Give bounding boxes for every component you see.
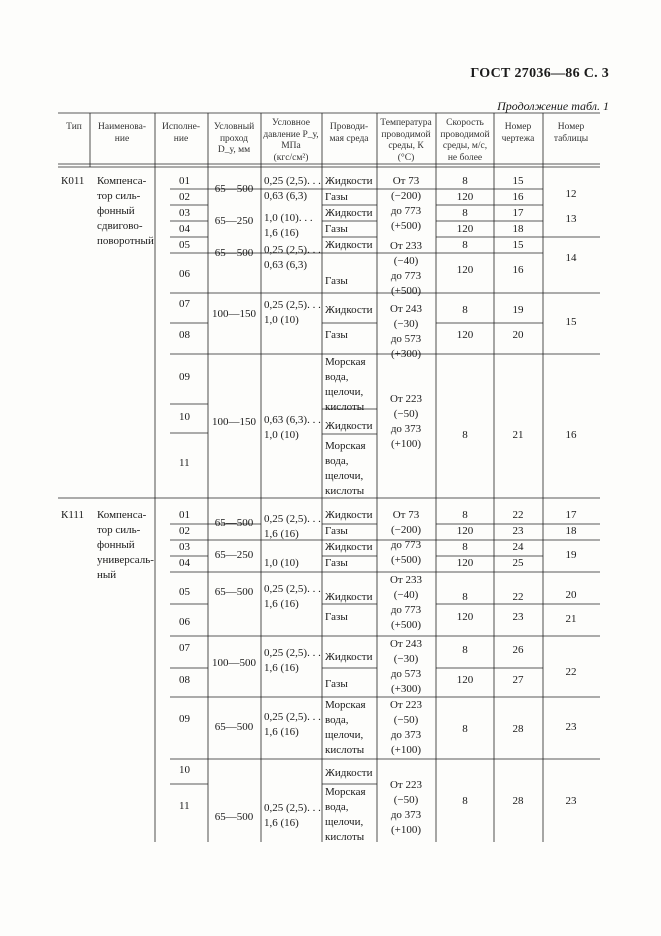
speed-cell: 120: [456, 329, 474, 341]
table-number-cell: 12: [565, 188, 577, 200]
execution-cell: 05: [179, 239, 190, 251]
table-number-cell: 13: [565, 213, 577, 225]
temperature-cell: От 73 (−200) до 773 (+500): [390, 509, 422, 566]
temperature-cell: От 223 (−50) до 373 (+100): [389, 393, 423, 450]
medium-cell: Жидкости: [325, 207, 373, 219]
execution-cell: 07: [179, 642, 190, 654]
medium-cell: Газы: [325, 275, 348, 287]
execution-cell: 08: [179, 329, 190, 341]
execution-cell: 03: [179, 541, 190, 553]
diameter-cell: 65—500: [214, 247, 254, 259]
execution-cell: 04: [179, 223, 190, 235]
drawing-cell: 28: [512, 723, 524, 735]
drawing-cell: 28: [512, 795, 524, 807]
medium-cell: Жидкости: [325, 509, 373, 521]
table-number-cell: 21: [565, 613, 577, 625]
medium-cell: Газы: [325, 525, 348, 537]
table-number-cell: 19: [565, 549, 577, 561]
drawing-cell: 25: [512, 557, 524, 569]
medium-cell: Газы: [325, 223, 348, 235]
medium-cell: Газы: [325, 329, 348, 341]
medium-cell: Жидкости: [325, 767, 373, 779]
execution-cell: 02: [179, 525, 190, 537]
table-number-cell: 23: [565, 721, 577, 733]
execution-cell: 07: [179, 298, 190, 310]
pressure-cell: 0,25 (2,5). . . 1,6 (16): [264, 802, 321, 829]
execution-cell: 06: [179, 268, 190, 280]
type-code: К011: [61, 175, 85, 187]
execution-cell: 09: [179, 713, 190, 725]
drawing-cell: 24: [512, 541, 524, 553]
execution-cell: 10: [179, 764, 190, 776]
diameter-cell: 100—150: [212, 308, 256, 320]
drawing-cell: 20: [512, 329, 524, 341]
diameter-cell: 65—500: [214, 811, 254, 823]
header-diameter: Условный проход D_у, мм: [213, 122, 255, 155]
execution-cell: 09: [179, 371, 190, 383]
pressure-cell: 0,25 (2,5). . . 1,6 (16): [264, 513, 321, 540]
header-medium: Проводи- мая среда: [329, 122, 369, 144]
speed-cell: 8: [462, 541, 468, 553]
header-speed: Скорость проводимой среды, м/с, не более: [440, 118, 490, 163]
temperature-cell: От 233 (−40) до 773 (+500): [389, 240, 423, 297]
medium-cell: Морская вода, щелочи, кислоты: [325, 699, 366, 756]
table-number-cell: 17: [565, 509, 577, 521]
execution-cell: 01: [179, 175, 190, 187]
pressure-cell: 0,63 (6,3). . . 1,0 (10): [264, 414, 321, 441]
speed-cell: 8: [462, 644, 468, 656]
pressure-cell: 0,25 (2,5). . . 1,6 (16): [264, 711, 321, 738]
temperature-cell: От 73 (−200) до 773 (+500): [390, 175, 422, 232]
diameter-cell: 65—500: [214, 517, 254, 529]
diameter-cell: 65—500: [214, 586, 254, 598]
header-temperature: Температура проводимой среды, К (°С): [380, 118, 432, 163]
drawing-cell: 15: [512, 239, 524, 251]
table-number-cell: 18: [565, 525, 577, 537]
pressure-cell: 0,25 (2,5). . . 1,6 (16): [264, 647, 321, 674]
drawing-cell: 15: [512, 175, 524, 187]
standard-header: ГОСТ 27036—86 С. 3: [470, 66, 609, 81]
medium-cell: Морская вода, щелочи, кислоты: [325, 786, 366, 843]
header-name: Наименова- ние: [98, 122, 146, 144]
medium-cell: Жидкости: [325, 239, 373, 251]
temperature-cell: От 243 (−30) до 573 (+300): [389, 638, 423, 695]
speed-cell: 8: [462, 509, 468, 521]
speed-cell: 120: [456, 264, 474, 276]
medium-cell: Жидкости: [325, 420, 373, 432]
drawing-cell: 27: [512, 674, 524, 686]
type-code: К111: [61, 509, 85, 521]
drawing-cell: 22: [512, 509, 524, 521]
speed-cell: 8: [462, 429, 468, 441]
drawing-cell: 18: [512, 223, 524, 235]
execution-cell: 08: [179, 674, 190, 686]
execution-cell: 03: [179, 207, 190, 219]
pressure-cell: 0,25 (2,5). . . 0,63 (6,3): [264, 175, 321, 202]
medium-cell: Газы: [325, 611, 348, 623]
item-name: Компенса- тор силь- фонный сдвигово- поворотный: [97, 175, 154, 247]
medium-cell: Жидкости: [325, 651, 373, 663]
execution-cell: 02: [179, 191, 190, 203]
execution-cell: 06: [179, 616, 190, 628]
speed-cell: 8: [462, 304, 468, 316]
temperature-cell: От 223 (−50) до 373 (+100): [389, 699, 423, 756]
speed-cell: 8: [462, 723, 468, 735]
medium-cell: Жидкости: [325, 304, 373, 316]
item-name: Компенса- тор силь- фонный универсаль- ный: [97, 509, 154, 581]
diameter-cell: 100—150: [212, 416, 256, 428]
medium-cell: Морская вода, щелочи, кислоты: [325, 356, 366, 413]
drawing-cell: 23: [512, 611, 524, 623]
header-table-no: Номер таблицы: [553, 122, 589, 144]
medium-cell: Жидкости: [325, 175, 373, 187]
table-continuation-label: Продолжение табл. 1: [497, 99, 609, 113]
drawing-cell: 19: [512, 304, 524, 316]
medium-cell: Газы: [325, 557, 348, 569]
execution-cell: 11: [179, 457, 190, 469]
table-number-cell: 16: [565, 429, 577, 441]
header-pressure: Условное давление P_у, МПа (кгс/см²): [263, 118, 319, 163]
drawing-cell: 17: [512, 207, 524, 219]
execution-cell: 11: [179, 800, 190, 812]
execution-cell: 01: [179, 509, 190, 521]
temperature-cell: От 243 (−30) до 573 (+300): [389, 303, 423, 360]
speed-cell: 8: [462, 795, 468, 807]
diameter-cell: 65—500: [214, 183, 254, 195]
pressure-cell: 0,25 (2,5). . . 1,6 (16): [264, 583, 321, 610]
drawing-cell: 16: [512, 264, 524, 276]
execution-cell: 04: [179, 557, 190, 569]
drawing-cell: 22: [512, 591, 524, 603]
diameter-cell: 65—500: [214, 721, 254, 733]
temperature-cell: От 233 (−40) до 773 (+500): [389, 574, 423, 631]
drawing-cell: 23: [512, 525, 524, 537]
medium-cell: Морская вода, щелочи, кислоты: [325, 440, 366, 497]
table-number-cell: 22: [565, 666, 577, 678]
header-type: Тип: [66, 122, 82, 132]
speed-cell: 8: [462, 175, 468, 187]
medium-cell: Жидкости: [325, 541, 373, 553]
diameter-cell: 100—500: [212, 657, 256, 669]
speed-cell: 8: [462, 591, 468, 603]
speed-cell: 8: [462, 239, 468, 251]
drawing-cell: 16: [512, 191, 524, 203]
speed-cell: 120: [456, 525, 474, 537]
execution-cell: 10: [179, 411, 190, 423]
speed-cell: 8: [462, 207, 468, 219]
header-drawing: Номер чертежа: [501, 122, 535, 144]
medium-cell: Газы: [325, 191, 348, 203]
diameter-cell: 65—250: [214, 549, 254, 561]
table-number-cell: 20: [565, 589, 577, 601]
pressure-cell: 0,25 (2,5). . . 1,0 (10): [264, 299, 321, 326]
header-execution: Исполне- ние: [162, 122, 200, 144]
speed-cell: 120: [456, 611, 474, 623]
diameter-cell: 65—250: [214, 215, 254, 227]
table-number-cell: 23: [565, 795, 577, 807]
drawing-cell: 21: [512, 429, 524, 441]
pressure-cell: 0,25 (2,5). . . 0,63 (6,3): [264, 244, 321, 271]
speed-cell: 120: [456, 557, 474, 569]
pressure-cell: 1,0 (10): [264, 557, 299, 569]
speed-cell: 120: [456, 674, 474, 686]
temperature-cell: От 223 (−50) до 373 (+100): [389, 779, 423, 836]
drawing-cell: 26: [512, 644, 524, 656]
medium-cell: Жидкости: [325, 591, 373, 603]
table-number-cell: 15: [565, 316, 577, 328]
pressure-cell: 1,0 (10). . . 1,6 (16): [264, 212, 313, 239]
table-number-cell: 14: [565, 252, 577, 264]
execution-cell: 05: [179, 586, 190, 598]
medium-cell: Газы: [325, 678, 348, 690]
speed-cell: 120: [456, 223, 474, 235]
speed-cell: 120: [456, 191, 474, 203]
